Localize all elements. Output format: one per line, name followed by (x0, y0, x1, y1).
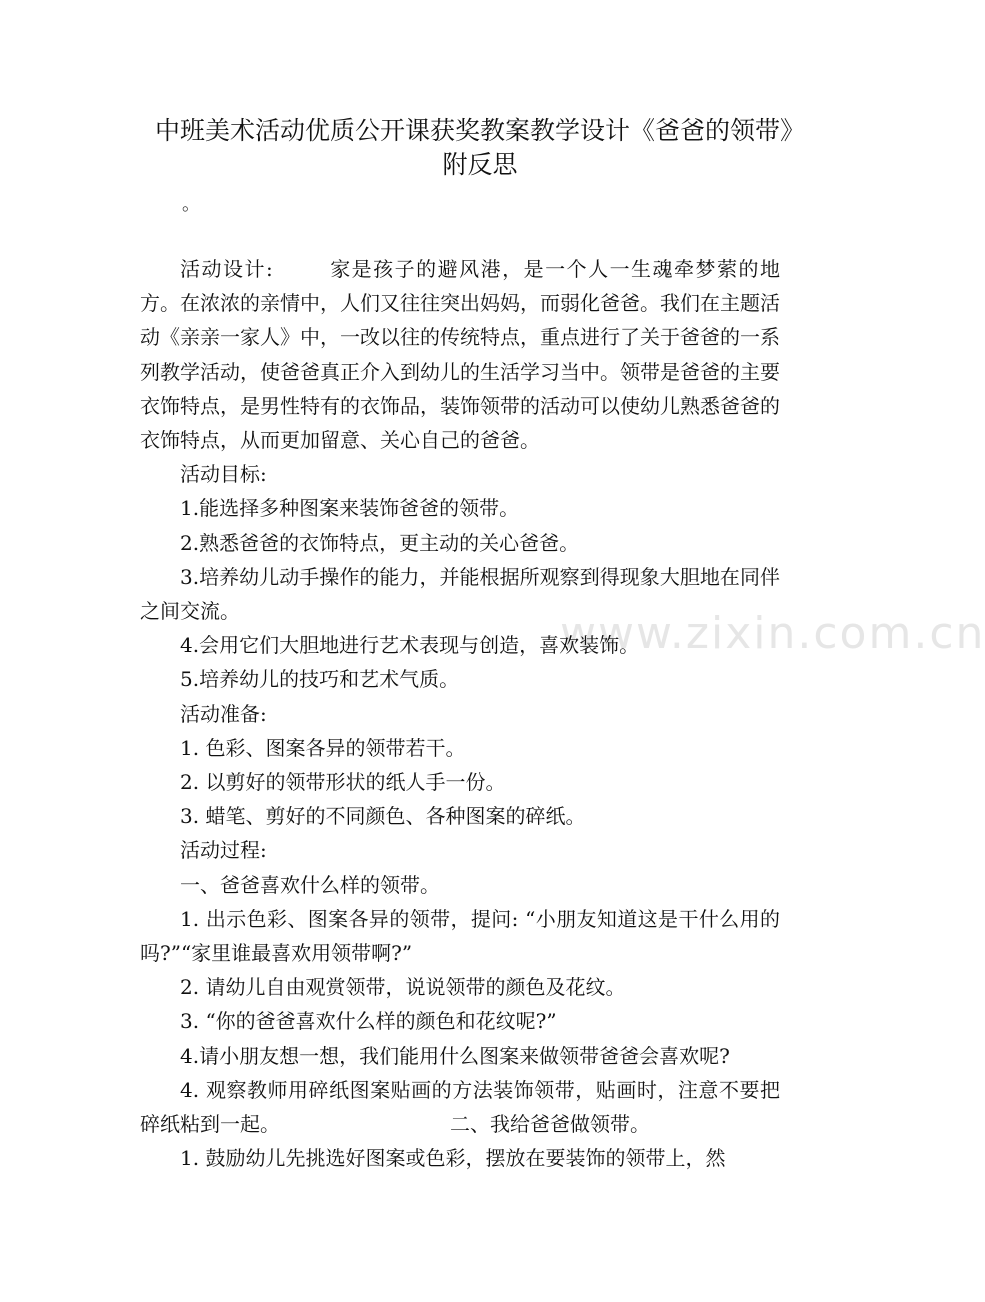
stray-mark: 。 (182, 194, 200, 215)
section1-item: 2. 请幼儿自由观赏领带，说说领带的颜色及花纹。 (180, 975, 626, 1000)
goal-item: 3.培养幼儿动手操作的能力，并能根据所观察到得现象大胆地在同伴之间交流。 (140, 564, 780, 624)
process-heading: 活动过程: (180, 838, 267, 863)
goal-item: 5.培养幼儿的技巧和艺术气质。 (180, 667, 460, 692)
design-label: 活动设计: (180, 257, 273, 281)
design-paragraph (140, 252, 780, 457)
document-body (140, 252, 780, 1175)
document-title: 中班美术活动优质公开课获奖教案教学设计《爸爸的领带》附反思 (154, 116, 805, 179)
section2-heading: 二、我给爸爸做领带。 (450, 1112, 650, 1137)
watermark: www.zixin.com.cn (560, 608, 985, 659)
step4b-text: 4. 观察教师用碎纸图案贴画的方法装饰领带，贴画时，注意不要把碎纸粘到一起。 (140, 1077, 780, 1137)
step4b-paragraph (140, 1073, 780, 1141)
prep-heading: 活动准备: (180, 701, 267, 726)
section1-item: 1. 出示色彩、图案各异的领带，提问: “小朋友知道这是干什么用的吗?”“家里谁最喜欢用领带啊?” (140, 906, 780, 966)
section1-item: 4.请小朋友想一想，我们能用什么图案来做领带爸爸会喜欢呢? (180, 1043, 730, 1068)
goal-item: 4.会用它们大胆地进行艺术表现与创造，喜欢装饰。 (180, 633, 640, 658)
prep-item: 2. 以剪好的领带形状的纸人手一份。 (180, 770, 506, 795)
goal-item: 1.能选择多种图案来装饰爸爸的领带。 (180, 496, 520, 521)
goal-item: 2.熟悉爸爸的衣饰特点，更主动的关心爸爸。 (180, 530, 580, 555)
design-text: 家是孩子的避风港，是一个人一生魂牵梦萦的地方。在浓浓的亲情中，人们又往往突出妈妈，而弱化爸爸。我们在主题活动《亲亲一家人》中，一改以往的传统特点，重点进行了关于爸爸的一系列教学活动，使爸爸真正介入到幼儿的生活学习当中。领带是爸爸的主要衣饰特点，是男性特有的衣饰品，装饰领带的活动可以使幼儿熟悉爸爸的衣饰特点，从而更加留意、关心自己的爸爸。 (140, 257, 780, 453)
section2-item: 1. 鼓励幼儿先挑选好图案或色彩，摆放在要装饰的领带上，然 (180, 1146, 726, 1171)
section1-heading: 一、爸爸喜欢什么样的领带。 (180, 872, 440, 897)
section1-item: 3. “你的爸爸喜欢什么样的颜色和花纹呢?” (180, 1009, 557, 1034)
prep-item: 1. 色彩、图案各异的领带若干。 (180, 735, 466, 760)
prep-item: 3. 蜡笔、剪好的不同颜色、各种图案的碎纸。 (180, 804, 586, 829)
goals-heading: 活动目标: (180, 462, 267, 487)
